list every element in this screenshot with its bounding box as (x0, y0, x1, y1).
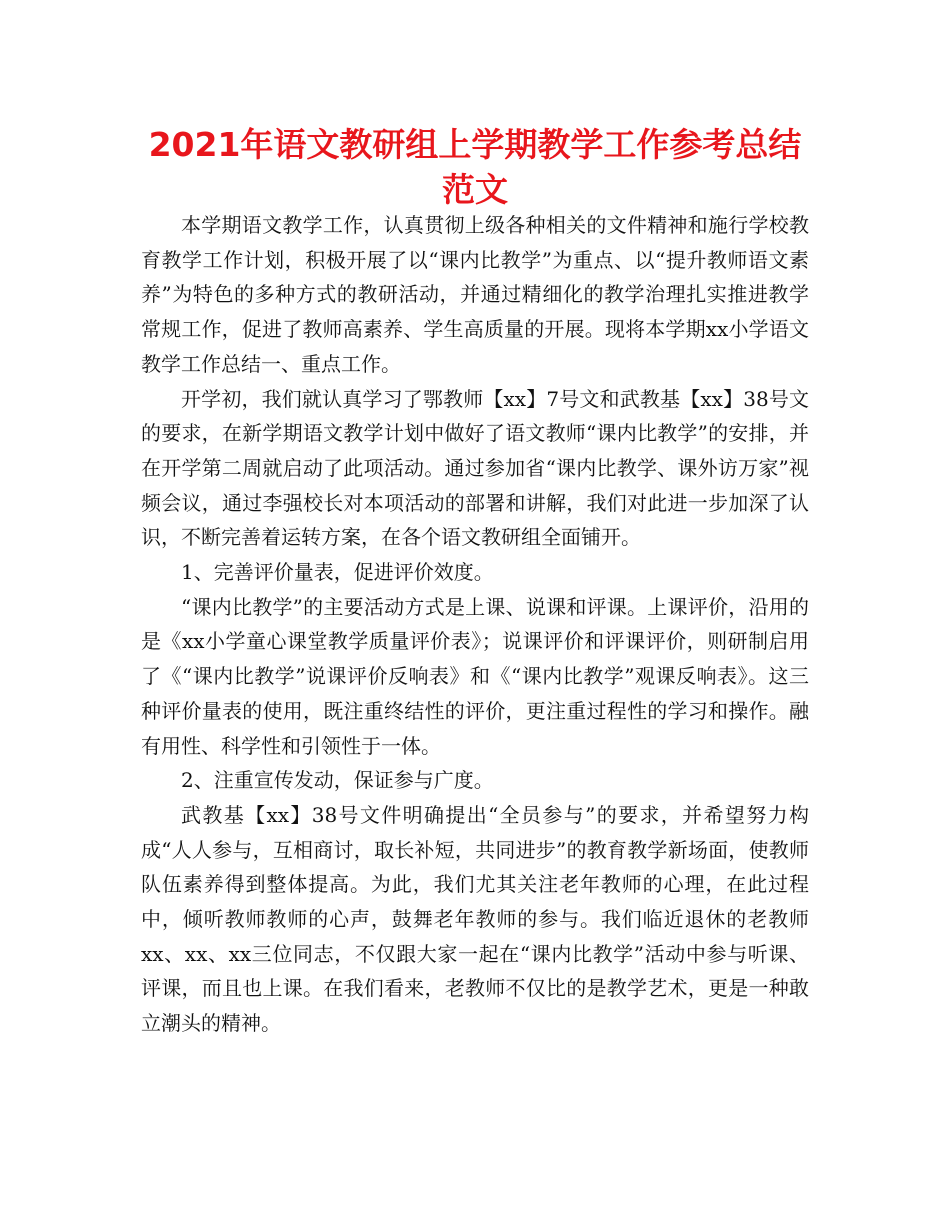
section-heading: 1、完善评价量表，促进评价效度。 (181, 560, 494, 585)
section-heading: 2、注重宣传发动，保证参与广度。 (181, 768, 494, 793)
paragraph: “课内比教学”的主要活动方式是上课、说课和评课。上课评价，沿用的是《xx小学童心课堂教学质量评价表》；说课评价和评课评价，则研制启用了《“课内比教学”说课评价反响表》和《“课内比教学”观课反响表》。这三种评价量表的使用，既注重终结性的评价，更注重过程性的学习和操作。融有用性、科学性和引领性于一体。 (141, 594, 809, 758)
document-title: 2021年语文教研组上学期教学工作参考总结范文 (148, 125, 802, 209)
paragraph: 开学初，我们就认真学习了鄂教师【xx】7号文和武教基【xx】38号文的要求，在新学期语文教学计划中做好了语文教师“课内比教学”的安排，并在开学第二周就启动了此项活动。通过参加省“课内比教学、课外访万家”视频会议，通过李强校长对本项活动的部署和讲解，我们对此进一步加深了认识，不断完善着运转方案，在各个语文教研组全面铺开。 (141, 386, 809, 550)
paragraph: 武教基【xx】38号文件明确提出“全员参与”的要求，并希望努力构成“人人参与，互相商讨，取长补短，共同进步”的教育教学新场面，使教师队伍素养得到整体提高。为此，我们尤其关注老年教师的心理，在此过程中，倾听教师教师的心声，鼓舞老年教师的参与。我们临近退休的老教师xx、xx、xx三位同志，不仅跟大家一起在“课内比教学”活动中参与听课、评课，而且也上课。在我们看来，老教师不仅比的是教学艺术，更是一种敢立潮头的精神。 (141, 802, 809, 1036)
paragraph: 本学期语文教学工作，认真贯彻上级各种相关的文件精神和施行学校教育教学工作计划，积极开展了以“课内比教学”为重点、以“提升教师语文素养”为特色的多种方式的教研活动，并通过精细化的教学治理扎实推进教学常规工作，促进了教师高素养、学生高质量的开展。现将本学期xx小学语文教学工作总结一、重点工作。 (141, 213, 809, 376)
document-body (141, 208, 809, 1041)
